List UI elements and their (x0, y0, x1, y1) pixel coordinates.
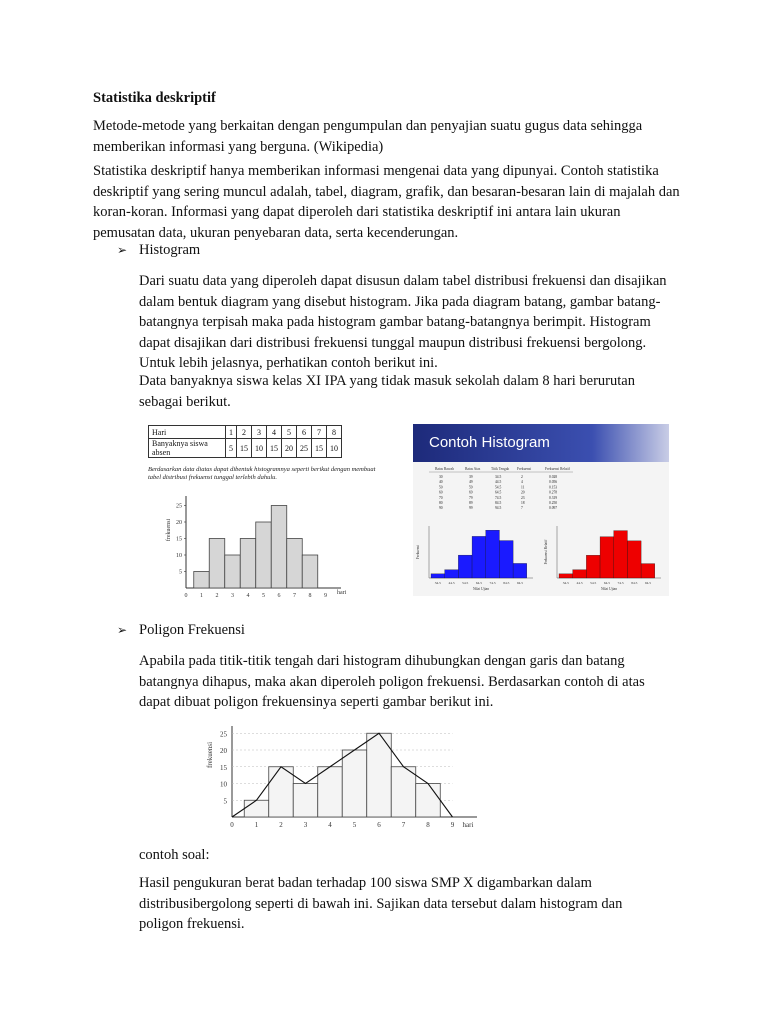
x-tick-label: 1 (200, 593, 203, 599)
bullet-histogram-label: Histogram (139, 242, 201, 258)
y-tick-label: 10 (176, 553, 182, 559)
table-cell: 1 (226, 426, 237, 439)
table-cell: 15 (312, 439, 327, 458)
table-cell: 8 (327, 426, 342, 439)
y-axis-label: Frekuensi Relatif (544, 539, 548, 565)
histogram-bar (269, 767, 294, 817)
table-cell: 25 (297, 439, 312, 458)
table-cell: Banyaknya siswa absen (149, 439, 226, 458)
x-tick-label: 2 (215, 593, 219, 599)
histogram-bar (342, 750, 367, 817)
table-cell: 0.097 (549, 506, 558, 511)
x-tick-label: 8 (308, 593, 312, 599)
x-tick-label: 54.5 (590, 581, 597, 585)
x-tick-label: 84.5 (631, 581, 638, 585)
table-cell: 10 (327, 439, 342, 458)
table-cell: 94.5 (495, 506, 502, 511)
table-cell: 59 (469, 485, 473, 490)
histogram-bar (458, 555, 472, 578)
table-cell: 10 (252, 439, 267, 458)
x-tick-label: 3 (231, 593, 234, 599)
histogram-bar (271, 506, 287, 589)
x-tick-label: 0 (184, 593, 188, 599)
y-tick-label: 15 (176, 536, 182, 543)
table-cell: 44.5 (495, 480, 502, 485)
y-tick-label: 5 (179, 569, 182, 576)
paragraph-soal: Hasil pengukuran berat badan terhadap 100 siswa SMP X digambarkan dalam distribusibergolong seperti di bawah ini. Sajikan data tersebut dalam histogram dan poligon frekuensi. (139, 875, 623, 932)
x-tick-label: 34.5 (434, 581, 441, 585)
table-cell: 70 (439, 495, 443, 500)
table-cell: 6 (297, 426, 312, 439)
table-cell: 84.5 (495, 501, 502, 505)
absen-table-figure (148, 425, 342, 458)
bullet-poligon (117, 622, 245, 639)
table-cell: 11 (521, 485, 525, 490)
table-cell: 99 (469, 506, 473, 511)
histogram-bar (486, 530, 500, 578)
histogram-bar (586, 555, 600, 578)
x-tick-label: 4 (328, 821, 332, 829)
x-axis-label: hari (462, 821, 474, 829)
table-cell: 39 (469, 475, 473, 479)
paragraph-poligon: Apabila pada titik-titik tengah dari histogram dihubungkan dengan garis dan batang batangnya dihapus, maka akan diperoleh poligon frekuensi. Berdasarkan contoh di atas dapat dibuat poligon frekuensinya seperti gambar berikut ini. (139, 653, 645, 710)
histogram-bar (614, 531, 628, 578)
x-axis-label: Nilai Ujian (600, 587, 618, 591)
x-tick-label: 64.5 (603, 581, 610, 585)
histogram-bar (225, 555, 241, 588)
histogram-bar (641, 564, 655, 578)
table-cell: 15 (267, 439, 282, 458)
histogram-bar (318, 767, 343, 817)
table-cell: 7 (312, 426, 327, 439)
x-tick-label: 4 (246, 593, 250, 599)
table-cell: 23 (521, 495, 525, 500)
table-cell: 80 (439, 501, 443, 505)
table-header: Batas Atas (465, 467, 481, 471)
x-tick-label: 54.5 (462, 581, 469, 585)
histogram-bar (513, 563, 527, 578)
table-cell: 4 (521, 480, 523, 485)
table-cell: 5 (226, 439, 237, 458)
x-tick-label: 6 (377, 821, 381, 829)
histogram-bar (194, 572, 210, 589)
table-cell: 54.5 (495, 485, 502, 490)
y-tick-label: 20 (176, 520, 182, 526)
y-tick-label: 20 (220, 747, 227, 755)
table-cell: 0.153 (549, 485, 558, 490)
x-tick-label: 3 (303, 821, 308, 829)
x-tick-label: 84.5 (503, 581, 510, 585)
frequency-polygon-chart (200, 720, 480, 832)
table-cell: 0.250 (549, 501, 558, 505)
absen-table (148, 425, 342, 458)
x-tick-label: 2 (279, 821, 283, 829)
table-row (149, 426, 342, 439)
histogram-absen-chart (160, 490, 347, 600)
blue-histogram-chart (413, 514, 541, 596)
x-tick-label: 7 (293, 593, 296, 599)
table-cell: 64.5 (495, 490, 502, 495)
y-tick-label: 5 (223, 797, 227, 806)
histogram-bar (302, 555, 318, 588)
x-axis-label: hari (337, 590, 347, 596)
histogram-bar (240, 539, 256, 589)
table-cell: 15 (237, 439, 252, 458)
table-header: Frekuensi Relatif (545, 467, 570, 471)
table-cell: 0.028 (549, 475, 558, 479)
histogram-bar (293, 784, 318, 818)
x-tick-label: 94.5 (516, 581, 524, 585)
x-tick-label: 74.5 (617, 581, 624, 585)
paragraph-histogram: Dari suatu data yang diperoleh dapat disusun dalam tabel distribusi frekuensi dan disajikan dalam bentuk diagram yang disebut histogram. Jika pada diagram batang, gambar batang-batangnya terpisah maka pada histogram gambar batang-batangnya berimpit. Histogram dapat disajikan dari distribusi frekuensi tunggal maupun distribusi frekuensi bergolong. Untuk lebih jelasnya, perhatikan contoh berikut ini. (139, 273, 667, 371)
histogram-bar (600, 537, 614, 578)
y-tick-label: 10 (220, 780, 227, 789)
bullet-poligon-label: Poligon Frekuensi (139, 622, 245, 638)
histogram-bar (287, 539, 303, 589)
table-cell: 89 (469, 501, 473, 505)
x-axis-label: Nilai Ujian (472, 587, 490, 591)
table-header: Titik Tengah (491, 467, 510, 471)
histogram-bar (431, 574, 445, 578)
table-cell: 0.056 (549, 480, 558, 485)
slide-banner (413, 424, 669, 462)
histogram-bar (559, 574, 573, 578)
table-header: Frekuensi (517, 467, 532, 471)
table-cell: 74.5 (495, 495, 502, 500)
table-cell: 4 (267, 426, 282, 439)
table-cell: 2 (237, 426, 252, 439)
y-axis-label: Frekuensi (416, 544, 420, 560)
histogram-bar (391, 767, 416, 817)
table-row (149, 439, 342, 458)
y-axis-label: frekuensi (166, 518, 172, 542)
table-header: Batas Bawah (435, 467, 454, 471)
arrow-bullet-icon: ➢ (117, 623, 128, 637)
contoh-soal-label: contoh soal: (139, 847, 210, 863)
x-tick-label: 44.5 (448, 581, 455, 585)
table-cell: 0.278 (549, 490, 558, 495)
table-cell: 20 (282, 439, 297, 458)
slide-banner-title: Contoh Histogram (429, 434, 550, 451)
x-tick-label: 44.5 (576, 581, 583, 585)
histogram-bar (209, 539, 225, 589)
absen-caption: Berdasarkan data diatas dapat dibentuk histogramnya seperti berikut dengan membuat tabel distribusi frekuensi tunggal terlebih dahulu. (148, 466, 376, 481)
histogram-bar (244, 800, 269, 817)
x-tick-label: 8 (426, 821, 430, 829)
histogram-bar (256, 522, 272, 588)
histogram-bar (472, 536, 486, 578)
x-tick-label: 94.5 (644, 581, 652, 585)
table-cell: 30 (439, 475, 443, 479)
x-tick-label: 34.5 (562, 581, 569, 585)
table-cell: 50 (439, 485, 443, 490)
histogram-bar (499, 541, 513, 578)
table-cell: 79 (469, 495, 473, 500)
paragraph-descriptive: Statistika deskriptif hanya memberikan informasi mengenai data yang dipunyai. Contoh statistika deskriptif yang sering muncul adalah, tabel, diagram, grafik, dan besaran-besaran lain di majalah dan koran-koran. Informasi yang dapat diperoleh dari statistika deskriptif ini antara lain ukuran pemusatan data, ukuran penyebaran data, serta kecenderungan. (93, 163, 680, 241)
table-cell: 7 (521, 506, 523, 511)
table-cell: 5 (282, 426, 297, 439)
paragraph-data-absen: Data banyaknya siswa kelas XI IPA yang tidak masuk sekolah dalam 8 hari berurutan sebagai berikut. (139, 373, 635, 410)
x-tick-label: 64.5 (475, 581, 482, 585)
x-tick-label: 7 (401, 821, 406, 829)
frequency-table (413, 464, 669, 514)
x-tick-label: 0 (230, 821, 234, 829)
y-tick-label: 15 (220, 763, 227, 772)
table-cell: 18 (521, 501, 525, 505)
x-tick-label: 5 (262, 593, 265, 599)
x-tick-label: 5 (352, 821, 357, 829)
x-tick-label: 1 (254, 821, 259, 829)
x-tick-label: 9 (324, 593, 327, 599)
table-cell: 2 (521, 475, 523, 479)
paragraph-definition: Metode-metode yang berkaitan dengan pengumpulan dan penyajian suatu gugus data sehingga memberikan informasi yang berguna. (Wikipedia) (93, 118, 643, 155)
table-cell: 0.319 (549, 495, 558, 500)
table-cell: 69 (469, 490, 473, 495)
doc-title: Statistika deskriptif (93, 90, 216, 106)
x-tick-label: 9 (450, 821, 455, 829)
table-cell: 40 (439, 480, 443, 485)
histogram-bar (445, 570, 459, 578)
table-cell: 90 (439, 506, 443, 511)
contoh-histogram-slide (413, 424, 669, 596)
table-cell: 49 (469, 480, 473, 485)
red-histogram-chart (541, 514, 669, 596)
y-axis-label: frekuensi (206, 741, 214, 769)
table-cell: 20 (521, 490, 525, 495)
y-tick-label: 25 (176, 503, 182, 510)
x-tick-label: 74.5 (489, 581, 496, 585)
table-cell: 34.5 (495, 475, 502, 479)
table-cell: 60 (439, 490, 443, 495)
histogram-bar (416, 784, 441, 818)
table-cell: 3 (252, 426, 267, 439)
histogram-bar (573, 570, 587, 578)
x-tick-label: 6 (277, 593, 281, 599)
arrow-bullet-icon: ➢ (117, 243, 128, 257)
y-tick-label: 25 (220, 730, 227, 739)
bullet-histogram (117, 242, 200, 259)
histogram-bar (627, 541, 641, 578)
table-cell: Hari (149, 426, 226, 439)
